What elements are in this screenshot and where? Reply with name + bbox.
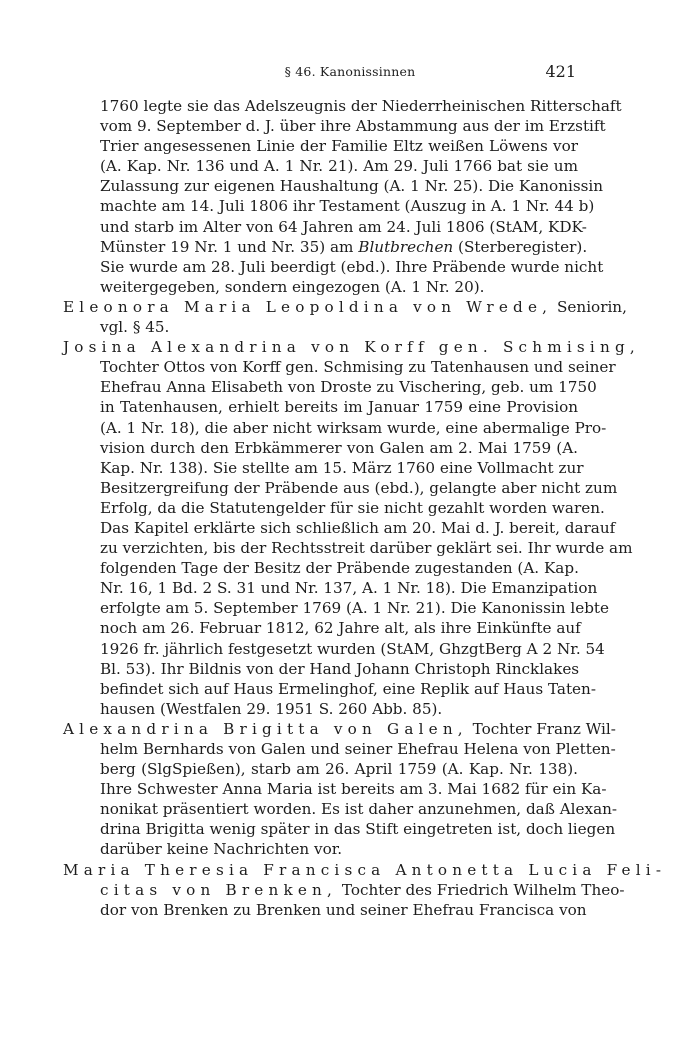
text-line: Tochter Ottos von Korff gen. Schmising zu Tatenhausen und seiner (100, 358, 616, 377)
text-line: drina Brigitta wenig später in das Stift eingetreten ist, doch liegen (100, 820, 616, 839)
text-line: folgenden Tage der Besitz der Präbende zugestanden (A. Kap. (100, 559, 579, 578)
text-line: Das Kapitel erklärte sich schließlich am 20. Mai d. J. bereit, darauf (100, 518, 616, 537)
text-line: Ihre Schwester Anna Maria ist bereits am 3. Mai 1682 für ein Ka- (100, 780, 607, 799)
text-segment: Seniorin, (552, 297, 627, 316)
text-line: Trier angesessenen Linie der Familie Eltz weißen Löwens vor (100, 137, 578, 156)
page-number: 421 (545, 62, 576, 81)
text-segment: Tochter Franz Wil- (467, 719, 616, 738)
person-name: Eleonora Maria Leopoldina von Wrede, (63, 297, 553, 316)
text-line (63, 237, 588, 257)
text-line: Nr. 16, 1 Bd. 2 S. 31 und Nr. 137, A. 1 Nr. 18). Die Emanzipation (100, 579, 598, 598)
entry-alexandrina (63, 719, 618, 860)
text-line: hausen (Westfalen 29. 1951 S. 260 Abb. 85). (100, 699, 443, 718)
text-segment: Münster 19 Nr. 1 und Nr. 35) am (100, 237, 359, 256)
text-line: Sie wurde am 28. Juli beerdigt (ebd.). Ihre Präbende wurde nicht (100, 257, 604, 276)
text-line: dor von Brenken zu Brenken und seiner Ehefrau Francisca von (100, 900, 587, 919)
text-line: Ehefrau Anna Elisabeth von Droste zu Vischering, geb. um 1750 (100, 378, 597, 397)
text-line: vision durch den Erbkämmerer von Galen am 2. Mai 1759 (A. (100, 438, 578, 457)
text-line: noch am 26. Februar 1812, 62 Jahre alt, als ihre Einkünfte auf (100, 619, 581, 638)
entry-heading-line (63, 337, 640, 357)
text-line: weitergegeben, sondern eingezogen (A. 1 Nr. 20). (100, 277, 485, 296)
text-line: darüber keine Nachrichten vor. (100, 840, 343, 859)
person-name: Alexandrina Brigitta von Galen, (63, 719, 468, 738)
text-line: 1926 fr. jährlich festgesetzt wurden (StAM, GhzgtBerg A 2 Nr. 54 (100, 639, 605, 658)
text-line: machte am 14. Juli 1806 ihr Testament (Auszug in A. 1 Nr. 44 b) (100, 197, 595, 216)
text-segment: Tochter des Friedrich Wilhelm Theo- (337, 880, 625, 899)
text-line: Besitzergreifung der Präbende aus (ebd.), gelangte aber nicht zum (100, 478, 618, 497)
text-line: (A. Kap. Nr. 136 und A. 1 Nr. 21). Am 29. Juli 1766 bat sie um (100, 157, 578, 176)
page-body (63, 96, 667, 920)
text-line: vgl. § 45. (100, 318, 170, 337)
text-line: Bl. 53). Ihr Bildnis von der Hand Johann Christoph Rincklakes (100, 659, 580, 678)
text-line: (A. 1 Nr. 18), die aber nicht wirksam wurde, eine abermalige Pro- (100, 418, 607, 437)
person-name: Josina Alexandrina von Korff gen. Schmising, (63, 338, 640, 357)
text-line: nonikat präsentiert worden. Es ist daher anzunehmen, daß Alexan- (100, 800, 618, 819)
text-line: berg (SlgSpießen), starb am 26. April 1759 (A. Kap. Nr. 138). (100, 760, 578, 779)
text-line: befindet sich auf Haus Ermelinghof, eine Replik auf Haus Taten- (100, 679, 596, 698)
entry-josina (63, 337, 640, 719)
entry-heading-line (63, 297, 627, 317)
text-line: und starb im Alter von 64 Jahren am 24. Juli 1806 (StAM, KDK- (100, 217, 587, 236)
entry-heading-line (63, 719, 616, 739)
running-head (0, 62, 700, 82)
text-line: Zulassung zur eigenen Haushaltung (A. 1 Nr. 25). Die Kanonissin (100, 177, 604, 196)
text-segment: (Sterberegister). (453, 237, 588, 256)
entry-continuation (63, 96, 622, 297)
person-name: Maria Theresia Francisca Antonetta Lucia Feli- (63, 860, 667, 879)
text-line: zu verzichten, bis der Rechtsstreit darüber geklärt sei. Ihr wurde am (100, 539, 633, 558)
text-line: Kap. Nr. 138). Sie stellte am 15. März 1760 eine Vollmacht zur (100, 458, 584, 477)
entry-heading-line (63, 880, 625, 900)
text-line: helm Bernhards von Galen und seiner Ehefrau Helena von Pletten- (100, 740, 616, 758)
text-line: 1760 legte sie das Adelszeugnis der Niederrheinischen Ritterschaft (100, 97, 622, 115)
italic-term: Blutbrechen (358, 237, 454, 256)
text-line: erfolgte am 5. September 1769 (A. 1 Nr. 21). Die Kanonissin lebte (100, 599, 610, 618)
entry-maria-theresia (63, 860, 667, 920)
text-line: vom 9. September d. J. über ihre Abstammung aus der im Erzstift (100, 117, 606, 136)
text-line: in Tatenhausen, erhielt bereits im Januar 1759 eine Provision (100, 398, 578, 417)
entry-heading-line (63, 860, 667, 880)
person-name-continued: citas von Brenken, (100, 880, 338, 899)
entry-eleonora (63, 297, 627, 337)
running-title: § 46. Kanonissinnen (284, 64, 416, 79)
text-line: Erfolg, da die Statutengelder für sie nicht gezahlt worden waren. (100, 498, 605, 517)
